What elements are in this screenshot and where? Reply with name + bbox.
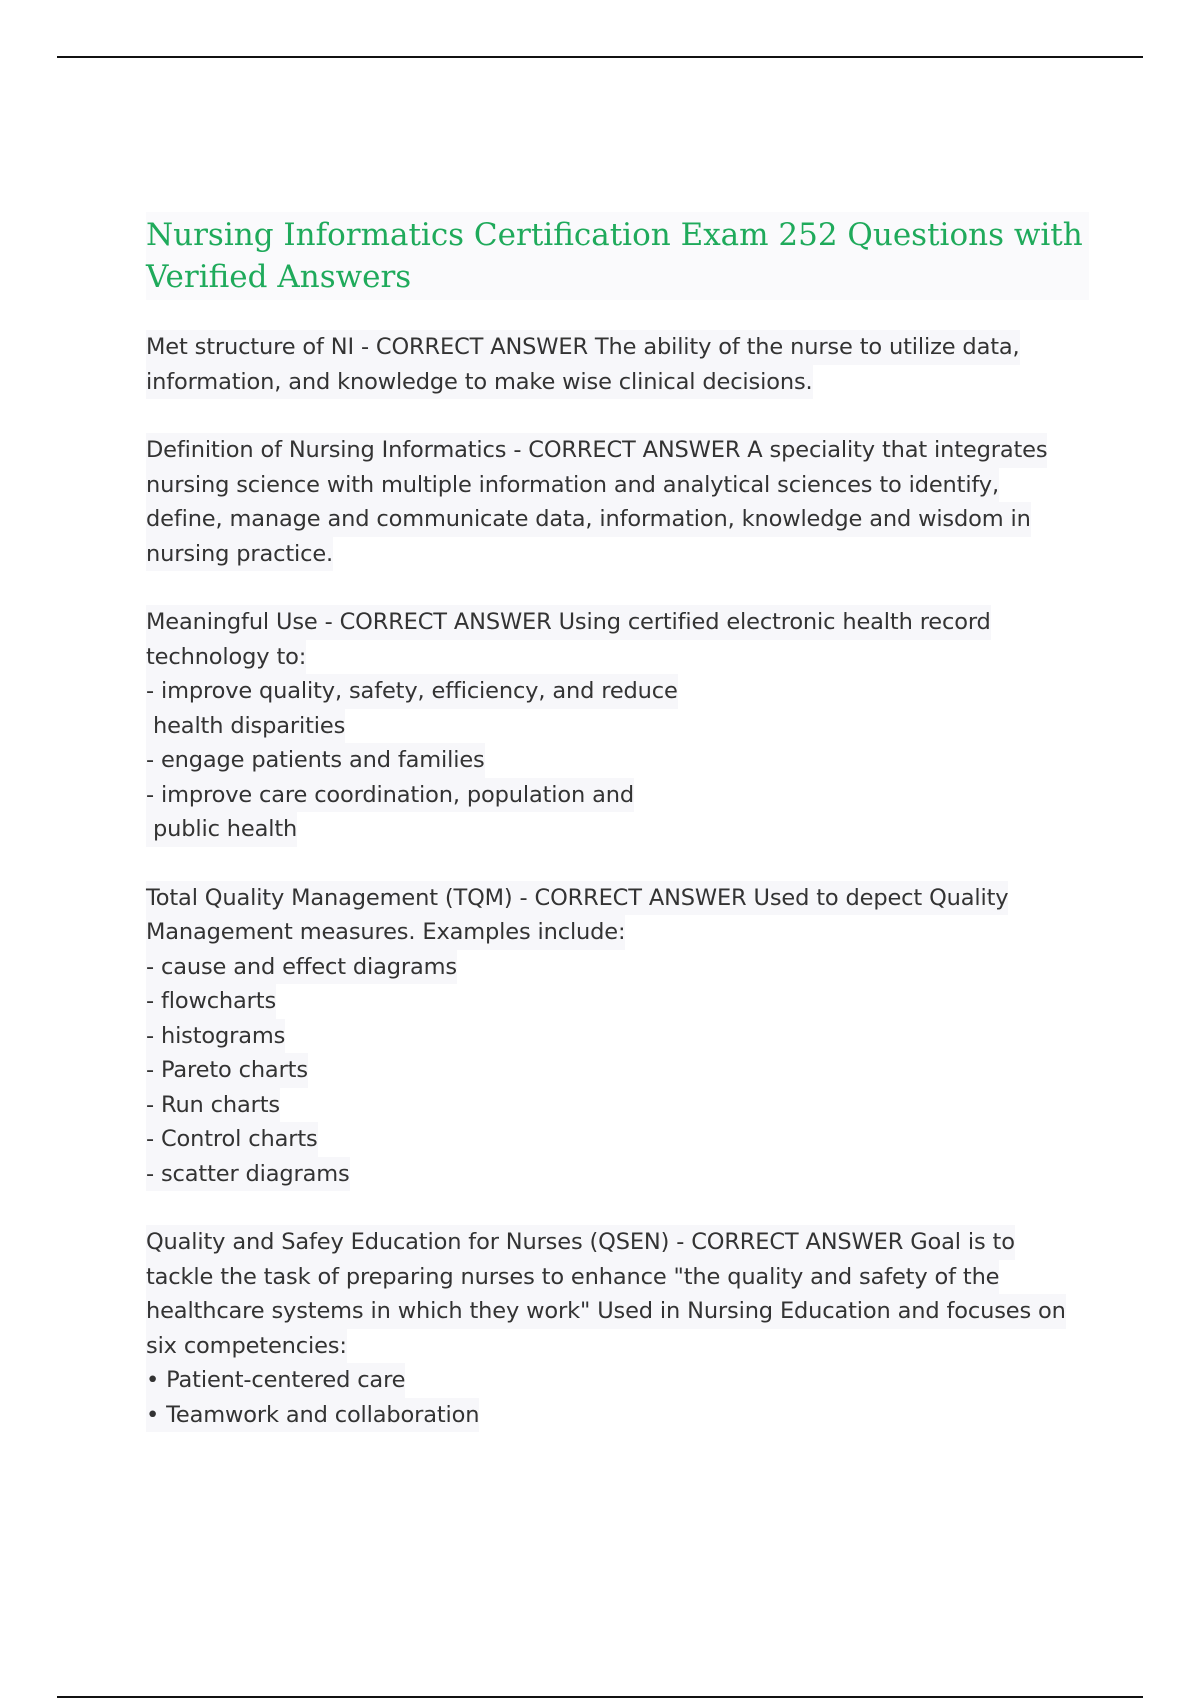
qa-line: six competencies:: [146, 1329, 347, 1364]
qa-list-item: - engage patients and families: [146, 743, 485, 778]
qa-list-item: - Pareto charts: [146, 1053, 308, 1088]
qa-entry-meaningful-use: [146, 605, 1096, 847]
qa-line: tackle the task of preparing nurses to enhance "the quality and safety of the: [146, 1260, 999, 1295]
qa-line: nursing science with multiple information and analytical sciences to identify,: [146, 468, 999, 503]
qa-entry-qsen: [146, 1225, 1096, 1432]
qa-list-item: - cause and effect diagrams: [146, 950, 457, 985]
document-body: [146, 212, 1096, 1466]
qa-list-item: - improve quality, safety, efficiency, and reduce: [146, 674, 678, 709]
bottom-rule: [57, 1696, 1143, 1698]
qa-line: Meaningful Use - CORRECT ANSWER Using certified electronic health record: [146, 605, 991, 640]
qa-list-item: - improve care coordination, population and: [146, 778, 634, 813]
qa-list-item: • Patient-centered care: [146, 1363, 405, 1398]
title-line: Nursing Informatics Certification Exam 252 Questions with: [146, 217, 1083, 253]
qa-list-item: - Control charts: [146, 1122, 318, 1157]
qa-list-item: • Teamwork and collaboration: [146, 1398, 479, 1433]
qa-list-item: - scatter diagrams: [146, 1157, 350, 1192]
qa-list-item: - Run charts: [146, 1088, 280, 1123]
qa-list-item: public health: [146, 812, 297, 847]
qa-line: information, and knowledge to make wise clinical decisions.: [146, 365, 813, 400]
qa-entry-tqm: [146, 881, 1096, 1192]
qa-entry-met-structure: [146, 330, 1096, 399]
qa-line: Definition of Nursing Informatics - CORRECT ANSWER A speciality that integrates: [146, 433, 1047, 468]
qa-line: technology to:: [146, 640, 306, 675]
qa-line: define, manage and communicate data, information, knowledge and wisdom in: [146, 502, 1031, 537]
qa-list-item: health disparities: [146, 709, 345, 744]
qa-list-item: - histograms: [146, 1019, 285, 1054]
document-title: [146, 212, 1089, 300]
qa-entry-definition: [146, 433, 1096, 571]
qa-line: Total Quality Management (TQM) - CORRECT ANSWER Used to depect Quality: [146, 881, 1008, 916]
qa-list-item: - flowcharts: [146, 984, 276, 1019]
qa-line: Met structure of NI - CORRECT ANSWER The ability of the nurse to utilize data,: [146, 330, 1020, 365]
top-rule: [57, 56, 1143, 58]
qa-line: healthcare systems in which they work" Used in Nursing Education and focuses on: [146, 1294, 1066, 1329]
qa-line: Management measures. Examples include:: [146, 915, 625, 950]
title-line: Verified Answers: [146, 259, 412, 295]
qa-line: Quality and Safey Education for Nurses (QSEN) - CORRECT ANSWER Goal is to: [146, 1225, 1015, 1260]
qa-line: nursing practice.: [146, 537, 333, 572]
